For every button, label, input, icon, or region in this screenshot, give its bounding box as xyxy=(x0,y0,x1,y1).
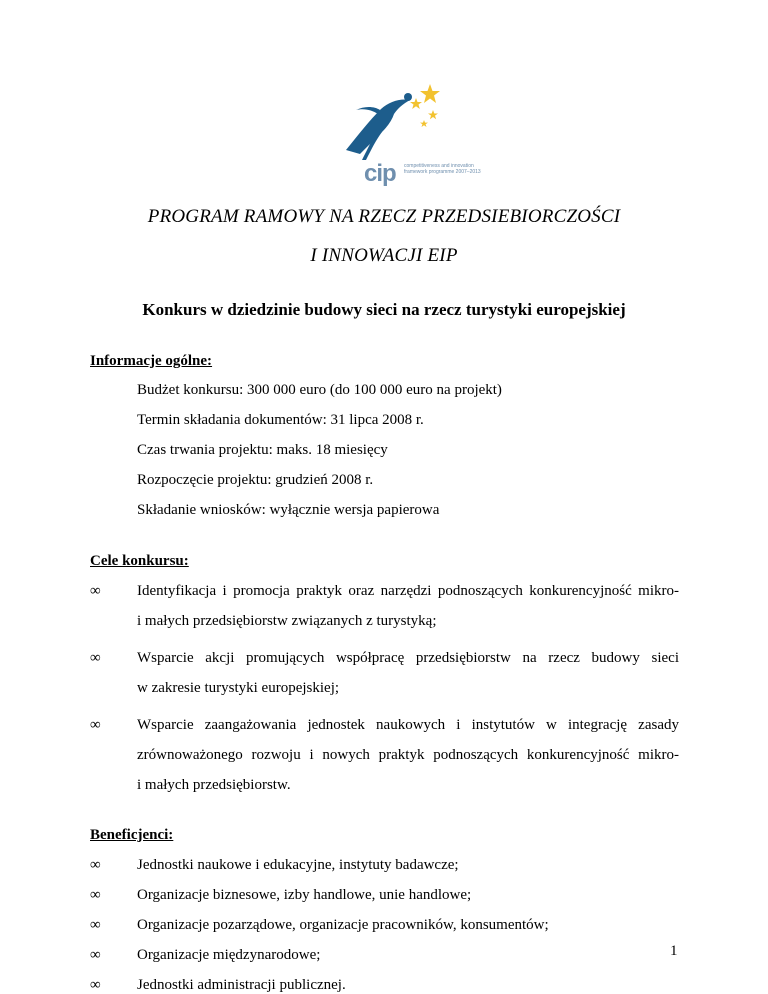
bullet-icon: ∞ xyxy=(90,857,101,873)
cip-logo xyxy=(318,80,481,192)
bullet-icon: ∞ xyxy=(90,887,101,903)
beneficiaries-heading: Beneficjenci: xyxy=(90,827,174,843)
info-line: Budżet konkursu: 300 000 euro (do 100 000 euro na projekt) xyxy=(137,382,502,398)
goal-item-line: Wsparcie zaangażowania jednostek naukowych i instytutów w integrację zasady xyxy=(137,717,679,733)
beneficiary-item: Organizacje biznesowe, izby handlowe, unie handlowe; xyxy=(137,887,472,903)
info-line: Rozpoczęcie projektu: grudzień 2008 r. xyxy=(137,472,374,488)
goal-item-line: Wsparcie akcji promujących współpracę przedsiębiorstw na rzecz budowy sieci xyxy=(137,650,679,666)
beneficiary-item: Organizacje międzynarodowe; xyxy=(137,947,321,963)
goal-item-line: i małych przedsiębiorstw związanych z turystyką; xyxy=(137,613,437,629)
beneficiary-item: Organizacje pozarządowe, organizacje pracowników, konsumentów; xyxy=(137,917,549,933)
goals-heading: Cele konkursu: xyxy=(90,553,189,569)
bullet-icon: ∞ xyxy=(90,917,101,933)
goal-item-line: zrównoważonego rozwoju i nowych praktyk podnoszących konkurencyjność mikro- xyxy=(137,747,679,763)
bullet-icon: ∞ xyxy=(90,717,101,733)
logo-brand: cip xyxy=(364,160,396,187)
goal-item-line: Identyfikacja i promocja praktyk oraz narzędzi podnoszących konkurencyjność mikro- xyxy=(137,583,679,599)
info-line: Składanie wniosków: wyłącznie wersja papierowa xyxy=(137,502,440,518)
goal-item-line: i małych przedsiębiorstw. xyxy=(137,777,291,793)
bullet-icon: ∞ xyxy=(90,947,101,963)
info-line: Czas trwania projektu: maks. 18 miesięcy xyxy=(137,442,388,458)
info-heading: Informacje ogólne: xyxy=(90,353,213,369)
page-title-line2: I INNOWACJI EIP xyxy=(310,245,458,266)
page-title-line1: PROGRAM RAMOWY NA RZECZ PRZEDSIEBIORCZOŚCI xyxy=(147,206,621,227)
logo-tagline: competitiveness and innovation framework programme 2007–2013 xyxy=(404,163,481,175)
goal-item-line: w zakresie turystyki europejskiej; xyxy=(137,680,340,696)
beneficiary-item: Jednostki administracji publicznej. xyxy=(137,977,346,993)
runner-stars-icon xyxy=(318,80,448,165)
bullet-icon: ∞ xyxy=(90,977,101,993)
page-number: 1 xyxy=(670,943,678,959)
info-line: Termin składania dokumentów: 31 lipca 2008 r. xyxy=(137,412,424,428)
beneficiary-item: Jednostki naukowe i edukacyjne, instytuty badawcze; xyxy=(137,857,459,873)
bullet-icon: ∞ xyxy=(90,650,101,666)
bullet-icon: ∞ xyxy=(90,583,101,599)
page-subtitle: Konkurs w dziedzinie budowy sieci na rzecz turystyki europejskiej xyxy=(142,300,626,319)
logo-wordmark xyxy=(364,160,481,187)
